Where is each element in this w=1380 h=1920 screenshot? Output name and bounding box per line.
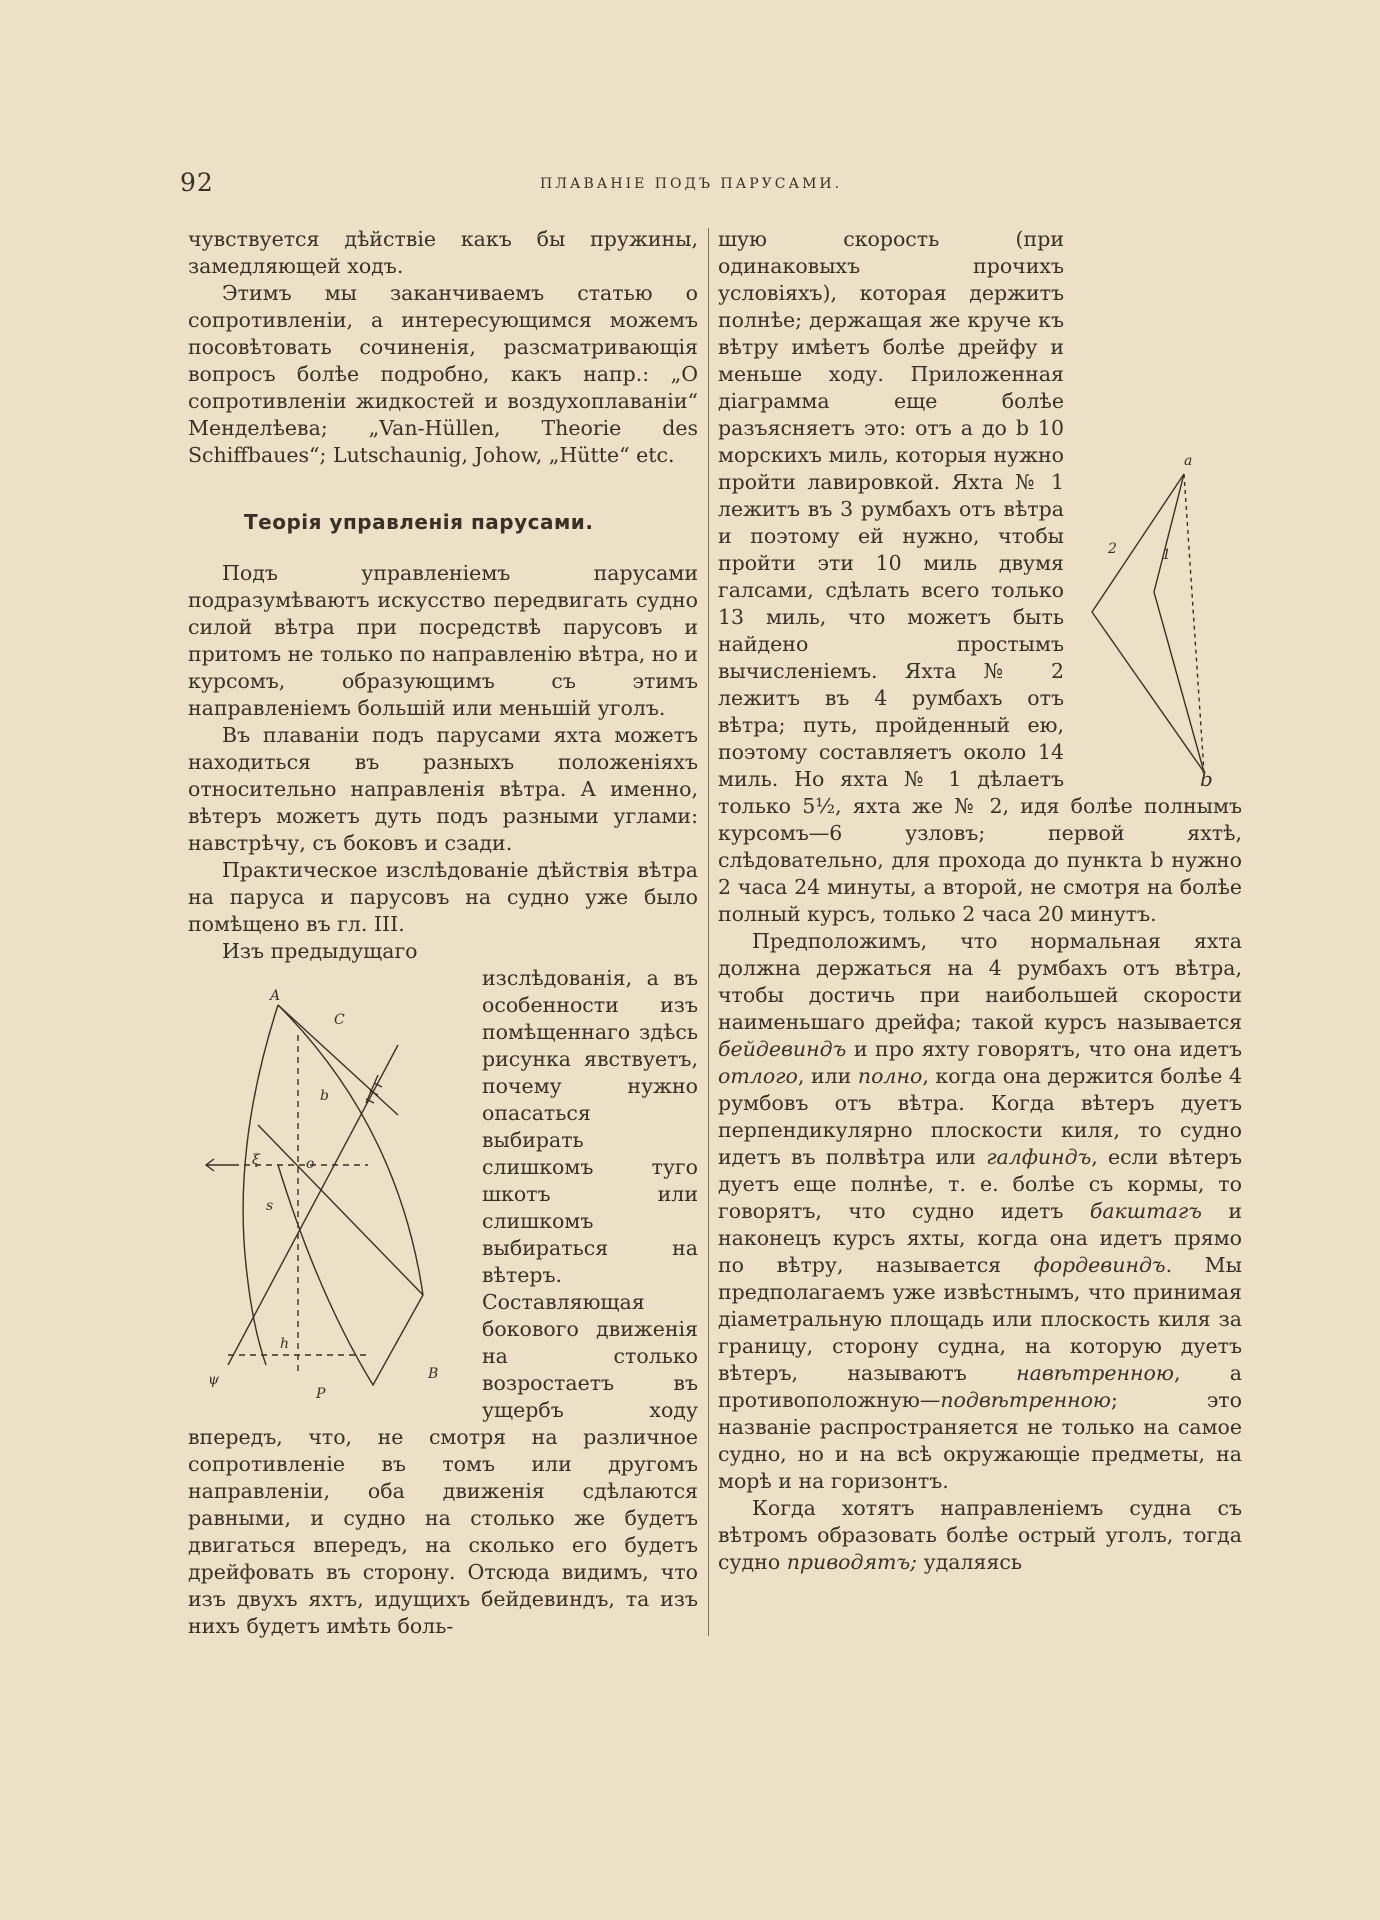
diagonal-line bbox=[258, 1125, 423, 1295]
term-bakshtag: бакштагъ bbox=[1089, 1199, 1202, 1223]
paragraph: изслѣдованія, а въ особенности изъ помѣщеннаго здѣсь рисунка явствуетъ, почему нужно опасаться выбирать слишкомъ туго шкотъ или слишкомъ выбираться на вѣтеръ. Составляющая бокового движенія на столько возростаетъ въ ущербъ ходу впередъ, что, не смотря на различное сопротивленіе въ томъ или другомъ направленіи, оба движенія сдѣлаются равными, и судно на столько же будетъ двигаться впередъ, на сколько его будетъ дрейфовать въ сторону. Отсюда видимъ, что изъ двухъ яхтъ, идущихъ бейдевиндъ, та изъ нихъ будетъ имѣть боль- bbox=[188, 966, 698, 1638]
term-fordewind: фордевиндъ bbox=[1033, 1253, 1166, 1277]
section-heading: Теорія управленія парусами. bbox=[244, 510, 594, 534]
text-run: и наконецъ курсъ яхты, когда она идетъ прямо по вѣтру, называется bbox=[718, 1199, 1242, 1277]
text-run: , когда она держится болѣе 4 румбовъ отъ вѣтра. Когда вѣтеръ дуетъ перпендикулярно плоскости киля, то судно идетъ въ полвѣтра или bbox=[718, 1064, 1242, 1169]
fig-label: ξ bbox=[252, 1152, 260, 1168]
left-column bbox=[188, 226, 698, 1640]
fig-label: A bbox=[270, 988, 281, 1004]
sail-curve-left bbox=[243, 1005, 278, 1365]
term-otlogo: отлого bbox=[718, 1064, 798, 1088]
text-run: ; это названіе распространяется не только на самое судно, но и на всѣ окружающіе предметы, на морѣ и на горизонтъ. bbox=[718, 1388, 1242, 1493]
text-run: удаляясь bbox=[917, 1550, 1023, 1574]
sail-force-diagram bbox=[188, 965, 470, 1401]
paragraph bbox=[718, 928, 1242, 1495]
text-run: , если вѣтеръ дуетъ еще полнѣе, т. е. болѣе съ кормы, то говорятъ, что судно идетъ bbox=[718, 1145, 1243, 1223]
paragraph: Практическое изслѣдованіе дѣйствія вѣтра на паруса и парусовъ на судно уже было помѣщено въ гл. III. bbox=[188, 858, 698, 936]
text-run: и про яхту говорятъ, что она идетъ bbox=[846, 1037, 1242, 1061]
term-navetrennaya: навѣтренною bbox=[1016, 1361, 1174, 1385]
paragraph: Подъ управленіемъ парусами подразумѣваютъ искусство передвигать судно силой вѣтра при посредствѣ парусовъ и притомъ не только по направленію вѣтра, но и курсомъ, образующимъ съ этимъ направленіемъ большій или меньшій уголъ. bbox=[188, 561, 698, 720]
tacking-diagram bbox=[1072, 442, 1242, 792]
paragraph: чувствуется дѣйствіе какъ бы пружины, замедляющей ходъ. bbox=[188, 227, 698, 278]
fig-label: a bbox=[1184, 453, 1193, 469]
page-number: 92 bbox=[180, 168, 214, 197]
text-run: . Мы предполагаемъ уже извѣстнымъ, что принимая діаметральную площадь или плоскость киля за границу, сторону судна, на которую дуетъ вѣтеръ, называютъ bbox=[718, 1253, 1242, 1385]
term-podvetrennaya: подвѣтренною bbox=[940, 1388, 1111, 1412]
text-run: Когда хотятъ направленіемъ судна съ вѣтромъ образовать болѣе острый уголъ, тогда судно bbox=[718, 1496, 1242, 1574]
course-yacht-1 bbox=[1154, 474, 1204, 772]
text-run: Предположимъ, что нормальная яхта должна держаться на 4 румбахъ отъ вѣтра, чтобы достичь при наибольшей скорости наименьшаго дрейфа; такой курсъ называется bbox=[718, 929, 1242, 1034]
term-polno: полно bbox=[857, 1064, 923, 1088]
fig-label: 1 bbox=[1162, 547, 1171, 563]
fig-label: 2 bbox=[1108, 541, 1117, 557]
fig-label: C bbox=[334, 1012, 345, 1028]
right-column bbox=[718, 226, 1242, 1576]
paragraph: Этимъ мы заканчиваемъ статью о сопротивленіи, а интересующимся можемъ посовѣтовать сочиненія, разсматривающія вопросъ болѣе подробно, какъ напр.: „О сопротивленіи жидкостей и воздухоплаваніи“ Менделѣева; „Van-Hüllen, Theorie des Schiffbaues“; Lutschaunig, Johow, „Hütte“ etc. bbox=[188, 281, 698, 467]
fig-label: b bbox=[320, 1088, 329, 1104]
paragraph bbox=[718, 1495, 1242, 1576]
paragraph: Въ плаваніи подъ парусами яхта можетъ находиться въ разныхъ положеніяхъ относительно направленія вѣтра. А именно, вѣтеръ можетъ дуть подъ разными углами: навстрѣчу, съ боковъ и сзади. bbox=[188, 723, 698, 855]
term-privodyat: приводятъ; bbox=[786, 1550, 918, 1574]
term-beidewind: бейдевиндъ bbox=[718, 1037, 847, 1061]
fig-label: ψ bbox=[208, 1372, 219, 1388]
fig-label: s bbox=[266, 1198, 274, 1214]
course-yacht-2 bbox=[1092, 474, 1204, 772]
fig-label: b bbox=[1200, 767, 1213, 791]
text-run: , а противоположную— bbox=[718, 1361, 1242, 1412]
term-galfind: галфиндъ bbox=[986, 1145, 1092, 1169]
direct-line bbox=[1184, 474, 1204, 772]
fig-label: o bbox=[306, 1156, 315, 1172]
paragraph: шую скорость (при одинаковыхъ прочихъ условіяхъ), которая держитъ полнѣе; держащая же круче къ вѣтру имѣетъ болѣе дрейфу и меньше ходу. Приложенная діаграмма еще болѣе разъясняетъ это: отъ a до b 10 морскихъ миль, которыя нужно пройти лавировкой. Яхта № 1 лежитъ въ 3 румбахъ отъ вѣтра и поэтому ей нужно, чтобы пройти эти 10 миль двумя галсами, сдѣлать всего только 13 миль, что можетъ быть найдено простымъ вычисленіемъ. Яхта № 2 лежитъ въ 4 румбахъ отъ вѣтра; путь, пройденный ею, поэтому составляетъ около 14 миль. Но яхта № 1 дѣлаетъ только 5½, яхта же № 2, идя болѣе полнымъ курсомъ—6 узловъ; первой яхтѣ, слѣдовательно, для прохода до пункта b нужно 2 часа 24 минуты, а второй, не смотря на болѣе полный курсъ, только 2 часа 20 минутъ. bbox=[718, 227, 1242, 926]
running-head: ПЛАВАНІЕ ПОДЪ ПАРУСАМИ. bbox=[540, 176, 843, 192]
column-divider bbox=[708, 228, 709, 1636]
fig-label: P bbox=[316, 1386, 326, 1402]
fig-label: h bbox=[280, 1336, 290, 1352]
text-run: , или bbox=[797, 1064, 858, 1088]
fig-label: B bbox=[428, 1366, 439, 1382]
sail-curve-right bbox=[278, 1005, 423, 1385]
paragraph: Изъ предыдущаго bbox=[222, 939, 418, 963]
